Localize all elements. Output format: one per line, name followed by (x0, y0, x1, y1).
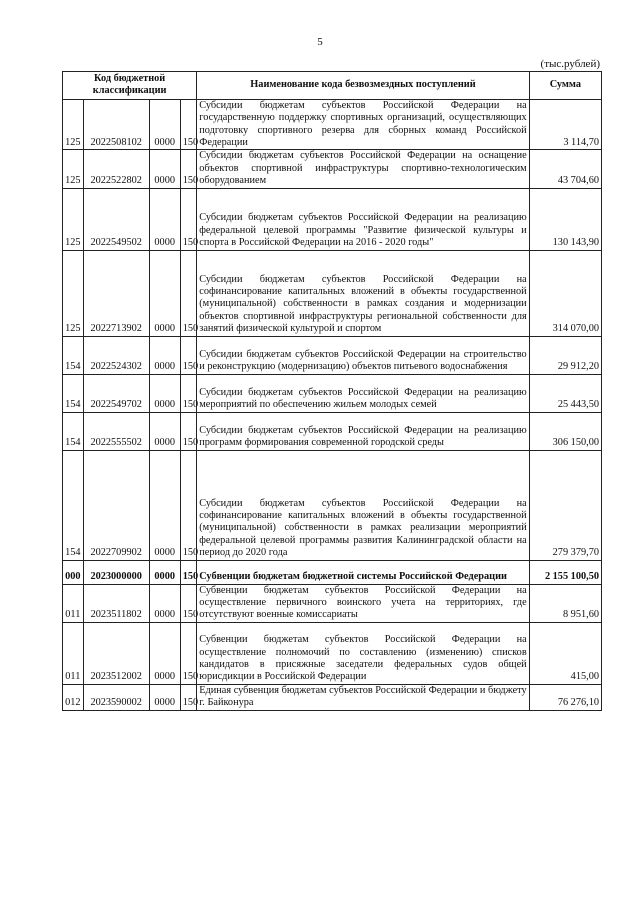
description-cell: Единая субвенция бюджетам субъектов Российской Федерации и бюджету г. Байконура (197, 684, 529, 710)
classification-code-cell: 2022713902 (83, 250, 149, 336)
program-code-cell: 0000 (149, 336, 180, 374)
table-row (63, 560, 602, 584)
description-cell: Субсидии бюджетам субъектов Российской Федерации на софинансирование капитальных вложений в объекты государственной (муниципальной) собственности в рамках создания и модернизации объектов спортивной инфраструктуры региональной собственности для занятий физической культурой и спортом (197, 250, 529, 336)
table-row (63, 188, 602, 250)
classification-code-cell: 2023511802 (83, 584, 149, 622)
table-row (63, 450, 602, 560)
description-cell: Субсидии бюджетам субъектов Российской Федерации на реализацию мероприятий по обеспечению жильем молодых семей (197, 374, 529, 412)
admin-code-cell: 000 (63, 560, 84, 584)
kosgu-code-cell: 150 (180, 684, 197, 710)
amount-cell: 3 114,70 (529, 99, 601, 150)
header-name: Наименование кода безвозмездных поступлений (197, 72, 529, 100)
program-code-cell: 0000 (149, 150, 180, 188)
kosgu-code-cell: 150 (180, 584, 197, 622)
admin-code-cell: 154 (63, 374, 84, 412)
kosgu-code-cell: 150 (180, 250, 197, 336)
program-code-cell: 0000 (149, 450, 180, 560)
description-cell: Субсидии бюджетам субъектов Российской Федерации на софинансирование капитальных вложений в объекты государственной (муниципальной) собственности в рамках реализации мероприятий федеральной целевой программы развития Калининградской области на период до 2020 года (197, 450, 529, 560)
description-cell: Субвенции бюджетам субъектов Российской Федерации на осуществление полномочий по составлению (изменению) списков кандидатов в присяжные заседатели федеральных судов общей юрисдикции в Российской Федерации (197, 622, 529, 684)
kosgu-code-cell: 150 (180, 99, 197, 150)
amount-cell: 25 443,50 (529, 374, 601, 412)
table-body (63, 99, 602, 710)
table-row (63, 250, 602, 336)
table-row (63, 150, 602, 188)
admin-code-cell: 125 (63, 99, 84, 150)
description-cell: Субсидии бюджетам субъектов Российской Федерации на государственную поддержку спортивных организаций, осуществляющих подготовку спортивного резерва для сборных команд Российской Федерации (197, 99, 529, 150)
amount-cell: 43 704,60 (529, 150, 601, 188)
admin-code-cell: 125 (63, 188, 84, 250)
amount-cell: 314 070,00 (529, 250, 601, 336)
table-header-row (63, 72, 602, 100)
table-row (63, 99, 602, 150)
description-cell: Субсидии бюджетам субъектов Российской Федерации на строительство и реконструкцию (модернизацию) объектов питьевого водоснабжения (197, 336, 529, 374)
kosgu-code-cell: 150 (180, 450, 197, 560)
kosgu-code-cell: 150 (180, 560, 197, 584)
table-row (63, 622, 602, 684)
classification-code-cell: 2023590002 (83, 684, 149, 710)
classification-code-cell: 2022522802 (83, 150, 149, 188)
description-cell: Субвенции бюджетам бюджетной системы Российской Федерации (197, 560, 529, 584)
amount-cell: 306 150,00 (529, 412, 601, 450)
kosgu-code-cell: 150 (180, 622, 197, 684)
amount-cell: 279 379,70 (529, 450, 601, 560)
kosgu-code-cell: 150 (180, 188, 197, 250)
amount-cell: 8 951,60 (529, 584, 601, 622)
description-cell: Субсидии бюджетам субъектов Российской Федерации на реализацию программ формирования современной городской среды (197, 412, 529, 450)
header-code: Код бюджетной классификации (63, 72, 197, 100)
budget-table (62, 71, 602, 711)
unit-label: (тыс.рублей) (540, 58, 600, 70)
program-code-cell: 0000 (149, 99, 180, 150)
classification-code-cell: 2022709902 (83, 450, 149, 560)
program-code-cell: 0000 (149, 684, 180, 710)
table-row (63, 684, 602, 710)
kosgu-code-cell: 150 (180, 150, 197, 188)
program-code-cell: 0000 (149, 412, 180, 450)
table-row (63, 336, 602, 374)
kosgu-code-cell: 150 (180, 336, 197, 374)
admin-code-cell: 154 (63, 412, 84, 450)
page-number: 5 (317, 36, 323, 48)
admin-code-cell: 125 (63, 150, 84, 188)
table-row (63, 412, 602, 450)
amount-cell: 415,00 (529, 622, 601, 684)
program-code-cell: 0000 (149, 250, 180, 336)
program-code-cell: 0000 (149, 374, 180, 412)
admin-code-cell: 011 (63, 584, 84, 622)
admin-code-cell: 012 (63, 684, 84, 710)
admin-code-cell: 154 (63, 336, 84, 374)
table-row (63, 374, 602, 412)
kosgu-code-cell: 150 (180, 374, 197, 412)
description-cell: Субсидии бюджетам субъектов Российской Федерации на оснащение объектов спортивной инфраструктуры спортивно-технологическим оборудованием (197, 150, 529, 188)
admin-code-cell: 125 (63, 250, 84, 336)
amount-cell: 2 155 100,50 (529, 560, 601, 584)
amount-cell: 130 143,90 (529, 188, 601, 250)
description-cell: Субвенции бюджетам субъектов Российской Федерации на осуществление первичного воинского учета на территориях, где отсутствуют военные комиссариаты (197, 584, 529, 622)
classification-code-cell: 2022508102 (83, 99, 149, 150)
classification-code-cell: 2022549502 (83, 188, 149, 250)
classification-code-cell: 2022524302 (83, 336, 149, 374)
amount-cell: 76 276,10 (529, 684, 601, 710)
admin-code-cell: 154 (63, 450, 84, 560)
kosgu-code-cell: 150 (180, 412, 197, 450)
header-sum: Сумма (529, 72, 601, 100)
amount-cell: 29 912,20 (529, 336, 601, 374)
classification-code-cell: 2022555502 (83, 412, 149, 450)
program-code-cell: 0000 (149, 188, 180, 250)
table-row (63, 584, 602, 622)
admin-code-cell: 011 (63, 622, 84, 684)
classification-code-cell: 2022549702 (83, 374, 149, 412)
description-cell: Субсидии бюджетам субъектов Российской Федерации на реализацию федеральной целевой программы "Развитие физической культуры и спорта в Российской Федерации на 2016 - 2020 годы" (197, 188, 529, 250)
classification-code-cell: 2023000000 (83, 560, 149, 584)
program-code-cell: 0000 (149, 584, 180, 622)
program-code-cell: 0000 (149, 622, 180, 684)
program-code-cell: 0000 (149, 560, 180, 584)
classification-code-cell: 2023512002 (83, 622, 149, 684)
